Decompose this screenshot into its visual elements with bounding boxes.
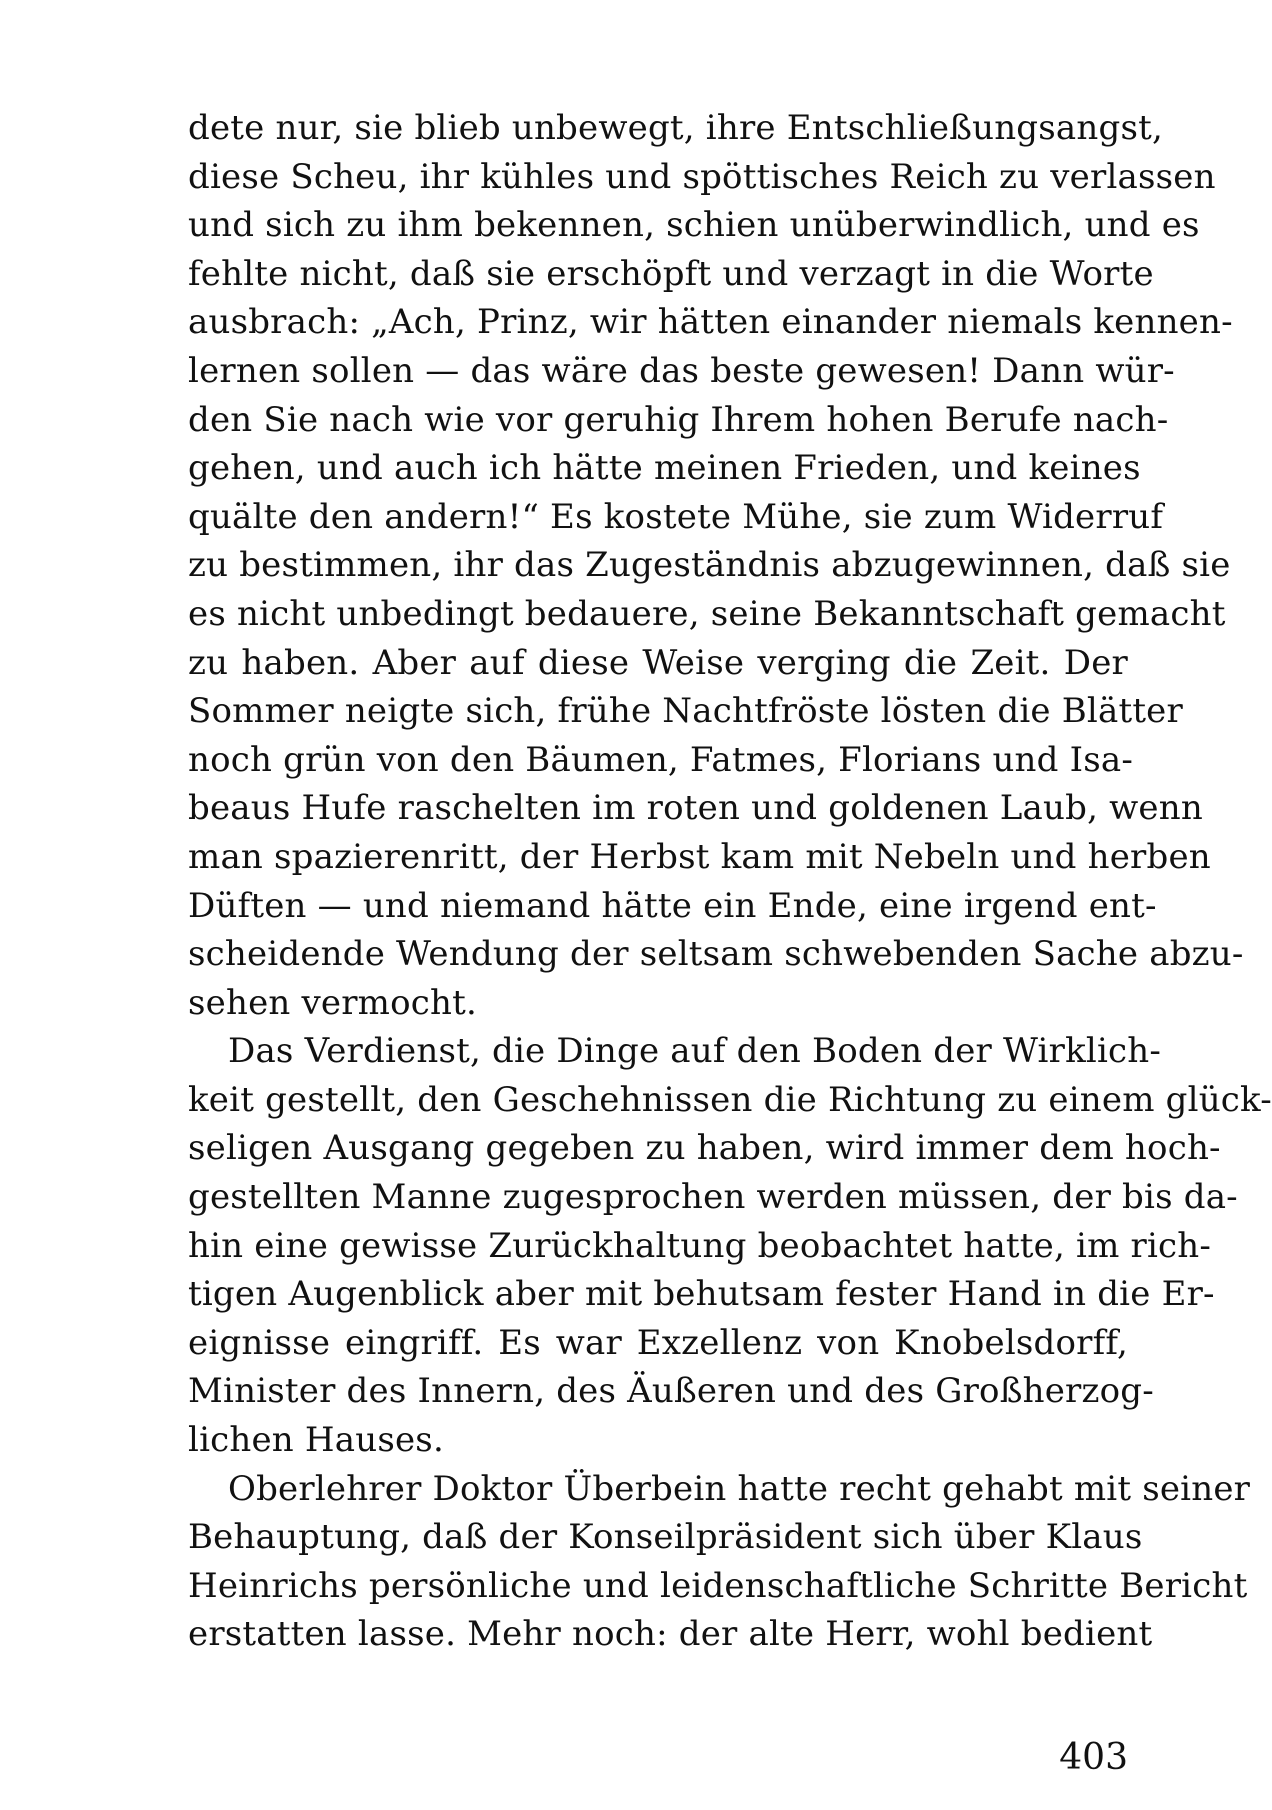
text-line: Behauptung, daß der Konseilpräsident sich über Klaus: [188, 1517, 1143, 1558]
text-line: hin eine gewisse Zurückhaltung beobachtet hatte, im rich-: [188, 1225, 1212, 1266]
text-line: es nicht unbedingt bedauere, seine Bekanntschaft gemacht: [188, 593, 1226, 634]
text-line: dete nur, sie blieb unbewegt, ihre Entschließungsangst,: [188, 108, 1163, 148]
text-line: gehen, und auch ich hätte meinen Frieden, und keines: [188, 448, 1141, 489]
text-line: quälte den andern!“ Es kostete Mühe, sie zum Widerruf: [188, 496, 1164, 537]
text-line: Minister des Innern, des Äußeren und des Großherzog-: [188, 1371, 1154, 1412]
text-line: fehlte nicht, daß sie erschöpft und verzagt in die Worte: [188, 253, 1154, 294]
text-line: diese Scheu, ihr kühles und spöttisches Reich zu verlassen: [188, 156, 1216, 197]
text-line: Das Verdienst, die Dinge auf den Boden der Wirklich-: [228, 1031, 1162, 1072]
text-line: eignisse eingriff. Es war Exzellenz von Knobelsdorff,: [188, 1322, 1128, 1363]
text-line: beaus Hufe raschelten im roten und goldenen Laub, wenn: [188, 788, 1203, 829]
text-line: Oberlehrer Doktor Überbein hatte recht gehabt mit seiner: [228, 1468, 1251, 1509]
text-line: sehen vermocht.: [188, 982, 477, 1023]
page-number: 403: [1059, 1737, 1128, 1778]
text-line: gestellten Manne zugesprochen werden müssen, der bis da-: [188, 1177, 1238, 1218]
text-line: Düften — und niemand hätte ein Ende, eine irgend ent-: [188, 885, 1157, 926]
text-line: und sich zu ihm bekennen, schien unüberwindlich, und es: [188, 205, 1200, 246]
text-line: man spazierenritt, der Herbst kam mit Nebeln und herben: [188, 836, 1211, 877]
text-line: noch grün von den Bäumen, Fatmes, Florians und Isa-: [188, 739, 1134, 780]
text-line: zu bestimmen, ihr das Zugeständnis abzugewinnen, daß sie: [188, 545, 1231, 586]
text-line: tigen Augenblick aber mit behutsam fester Hand in die Er-: [188, 1274, 1215, 1315]
text-line: lichen Hauses.: [188, 1420, 444, 1461]
body-text: [188, 104, 1272, 1659]
text-line: scheidende Wendung der seltsam schwebenden Sache abzu-: [188, 934, 1244, 975]
text-line: seligen Ausgang gegeben zu haben, wird immer dem hoch-: [188, 1128, 1221, 1169]
text-line: ausbrach: „Ach, Prinz, wir hätten einander niemals kennen-: [188, 302, 1233, 343]
text-line: Heinrichs persönliche und leidenschaftliche Schritte Bericht: [188, 1565, 1248, 1606]
text-line: zu haben. Aber auf diese Weise verging die Zeit. Der: [188, 642, 1128, 683]
text-line: keit gestellt, den Geschehnissen die Richtung zu einem glück-: [188, 1079, 1272, 1120]
text-line: erstatten lasse. Mehr noch: der alte Herr, wohl bedient: [188, 1614, 1153, 1655]
text-line: lernen sollen — das wäre das beste gewesen! Dann wür-: [188, 350, 1175, 391]
text-line: den Sie nach wie vor geruhig Ihrem hohen Berufe nach-: [188, 399, 1169, 440]
text-line: Sommer neigte sich, frühe Nachtfröste lösten die Blätter: [188, 691, 1183, 732]
